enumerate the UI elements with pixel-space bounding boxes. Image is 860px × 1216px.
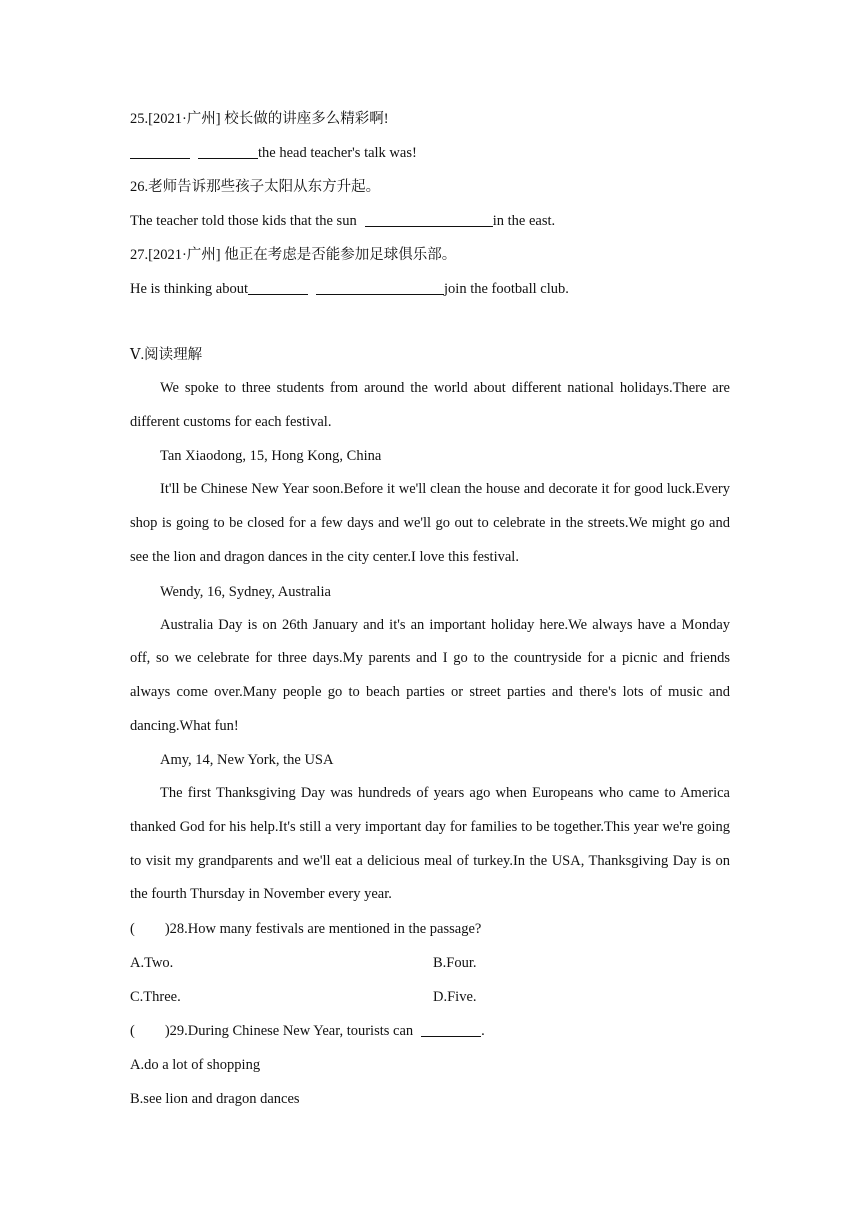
option-d[interactable]: D.Five. <box>433 989 477 1006</box>
option-b[interactable]: B.Four. <box>433 955 477 972</box>
answer-blank[interactable] <box>421 1022 481 1038</box>
question-prompt-chinese: 老师告诉那些孩子太阳从东方升起。 <box>148 179 381 195</box>
speaker-paragraph: The first Thanksgiving Day was hundreds of years ago when Europeans who came to America thanked God for his help.It's still a very important day for families to be together.This year we're going to visit my grandparents and we'll eat a delicious meal of turkey.In the USA, Thanksgiving Day is on the fourth Thursday in November every year. <box>130 785 730 903</box>
speaker-header: Amy, 14, New York, the USA <box>160 752 334 769</box>
section-title: Ⅴ.阅读理解 <box>130 347 203 363</box>
question-number: 26. <box>130 179 149 195</box>
answer-blank[interactable] <box>130 144 190 160</box>
question-26-prompt <box>130 170 730 204</box>
question-26-answer-line <box>130 204 730 238</box>
worksheet-page <box>130 102 730 1116</box>
question-28 <box>130 912 730 946</box>
question-25-prompt <box>130 102 730 136</box>
option-a[interactable]: A.do a lot of shopping <box>130 1057 261 1074</box>
question-prompt-chinese: 他正在考虑是否能参加足球俱乐部。 <box>224 247 457 263</box>
question-text: )29.During Chinese New Year, tourists can <box>164 1023 414 1040</box>
speaker-paragraph: Australia Day is on 26th January and it's an important holiday here.We always have a Monday off, so we celebrate for three days.My parents and I go to the countryside for a picnic and friends always come over.Many people go to beach parties or street parties and there's lots of music and dancing.What fun! <box>130 616 730 734</box>
question-number: 27. <box>130 247 149 263</box>
sentence-text: the head teacher's talk was! <box>258 145 417 161</box>
options-row <box>130 980 730 1014</box>
option-a[interactable]: A.Two. <box>130 955 174 972</box>
question-27-prompt <box>130 238 730 272</box>
sentence-text: The teacher told those kids that the sun <box>130 213 357 229</box>
question-29 <box>130 1014 730 1048</box>
sentence-text: join the football club. <box>444 281 569 297</box>
speaker-header: Tan Xiaodong, 15, Hong Kong, China <box>160 448 382 465</box>
speaker-paragraph: It'll be Chinese New Year soon.Before it we'll clean the house and decorate it for good luck.Every shop is going to be closed for a few days and we'll go out to celebrate in the streets.We might go and see the lion and dragon dances in the city center.I love this festival. <box>130 481 730 565</box>
option-b[interactable]: B.see lion and dragon dances <box>130 1091 300 1108</box>
question-prompt-chinese: 校长做的讲座多么精彩啊! <box>224 111 389 127</box>
passage-intro: We spoke to three students from around the world about different national holidays.There are different customs for each festival. <box>130 380 730 430</box>
sentence-text: in the east. <box>492 213 556 229</box>
question-text: )28.How many festivals are mentioned in the passage? <box>164 921 482 938</box>
answer-paren[interactable]: ( <box>130 1023 135 1040</box>
answer-paren[interactable]: ( <box>130 921 135 938</box>
sentence-text: . <box>481 1023 485 1040</box>
option-c[interactable]: C.Three. <box>130 989 181 1006</box>
answer-blank[interactable] <box>198 144 258 160</box>
question-number: 25. <box>130 111 149 127</box>
answer-blank[interactable] <box>248 280 308 296</box>
question-source: [2021·广州] <box>148 111 221 127</box>
options-row <box>130 946 730 980</box>
sentence-text: He is thinking about <box>130 281 249 297</box>
answer-blank[interactable] <box>316 280 444 296</box>
speaker-header: Wendy, 16, Sydney, Australia <box>160 583 331 600</box>
question-27-answer-line <box>130 272 730 306</box>
question-source: [2021·广州] <box>148 247 221 263</box>
question-25-answer-line <box>130 136 730 170</box>
answer-blank[interactable] <box>365 212 493 228</box>
